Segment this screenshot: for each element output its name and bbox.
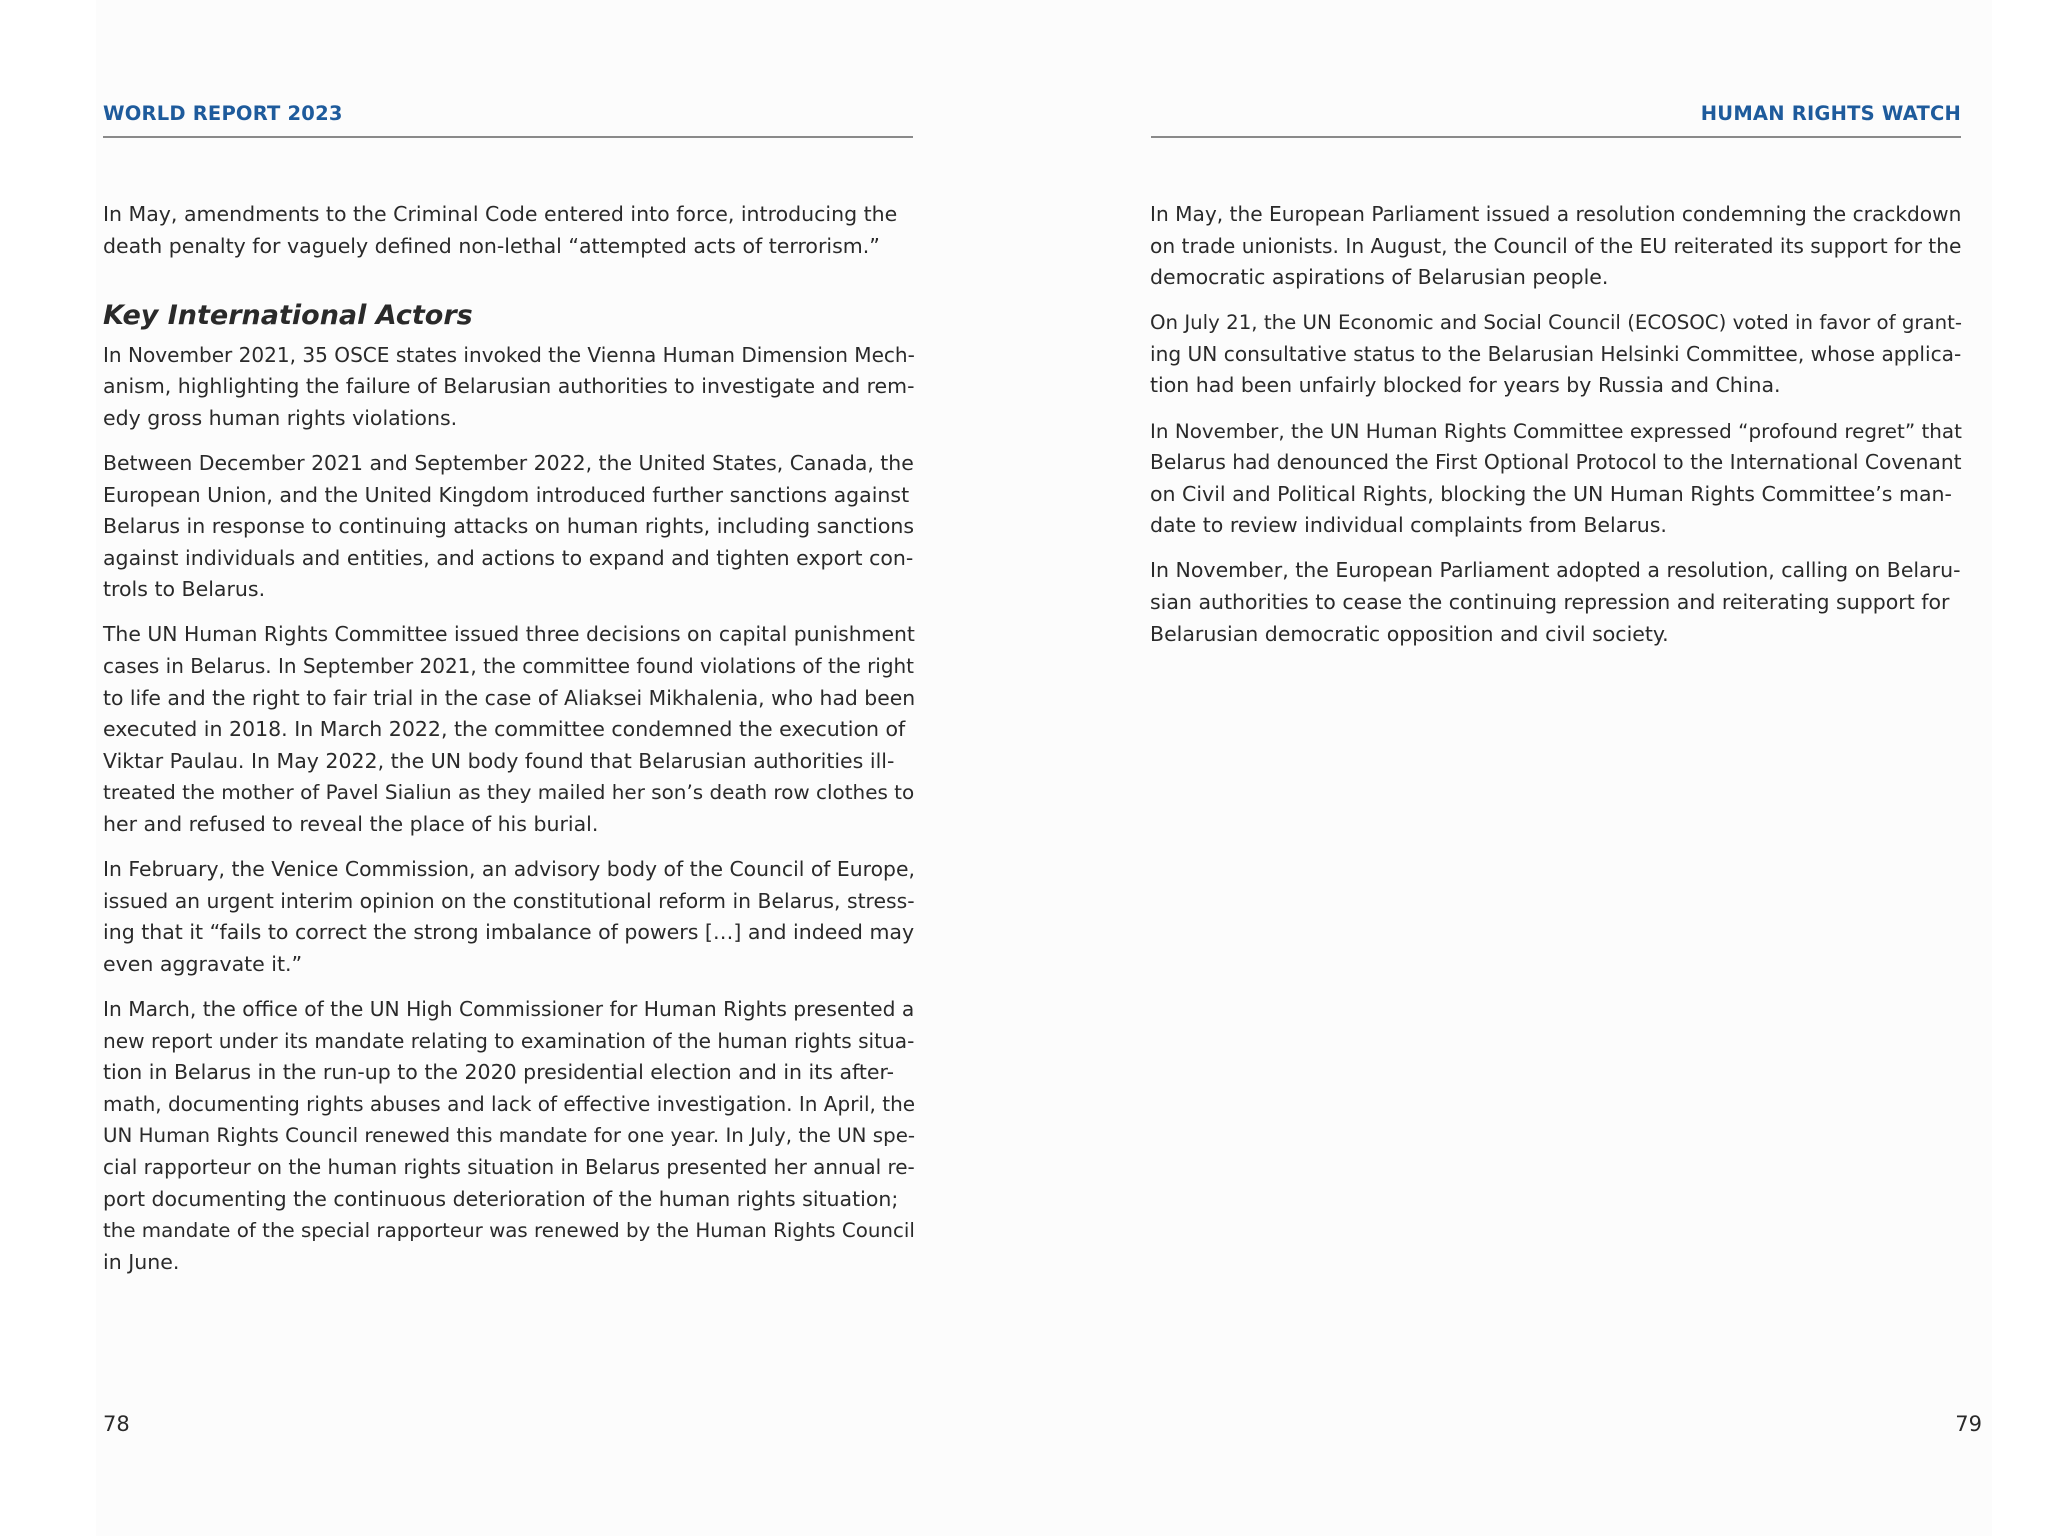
right-page [1024, 0, 2048, 1536]
text-line: sian authorities to cease the continuing repression and reiterating support for [1150, 590, 1950, 615]
paragraph [103, 854, 923, 980]
text-line: ing UN consultative status to the Belarusian Helsinki Committee, whose applica- [1150, 341, 1962, 366]
text-line: In May, the European Parliament issued a resolution condemning the crackdown [1150, 202, 1962, 226]
text-line: Belarusian democratic opposition and civil society. [1150, 621, 1669, 646]
text-line: In February, the Venice Commission, an advisory body of the Council of Europe, [103, 857, 915, 882]
paragraph [1150, 307, 1970, 402]
text-line: trols to Belarus. [103, 577, 266, 602]
paragraph [103, 199, 923, 262]
paragraph [1150, 555, 1970, 650]
paragraph [1150, 199, 1970, 294]
text-line: In November, the UN Human Rights Committee expressed “profound regret” that [1150, 419, 1962, 443]
text-line: tion in Belarus in the run-up to the 2020 presidential election and in its after- [103, 1060, 895, 1085]
page-number: 79 [1955, 1412, 1982, 1436]
text-line: to life and the right to fair trial in the case of Aliaksei Mikhalenia, who had been [103, 685, 916, 710]
section-heading: Key International Actors [103, 299, 473, 331]
text-line: European Union, and the United Kingdom introduced further sanctions against [103, 482, 910, 507]
text-line: Belarus in response to continuing attacks on human rights, including sanctions [103, 514, 915, 539]
text-line: cial rapporteur on the human rights situation in Belarus presented her annual re- [103, 1154, 915, 1179]
organization-name: HUMAN RIGHTS WATCH [1700, 102, 1961, 125]
paragraph [103, 619, 923, 840]
text-line: Belarus had denounced the First Optional Protocol to the International Covenant [1150, 450, 1962, 475]
text-line: Between December 2021 and September 2022, the United States, Canada, the [103, 450, 914, 475]
text-line: In November 2021, 35 OSCE states invoked the Vienna Human Dimension Mech- [103, 342, 915, 367]
paragraph [103, 994, 923, 1278]
text-line: her and refused to reveal the place of his burial. [103, 812, 599, 836]
text-line: in June. [103, 1249, 180, 1274]
text-line: cases in Belarus. In September 2021, the committee found violations of the right [103, 654, 914, 679]
page-number: 78 [103, 1412, 130, 1436]
text-line: even aggravate it.” [103, 951, 303, 976]
text-line: date to review individual complaints from Belarus. [1150, 513, 1667, 538]
text-line: UN Human Rights Council renewed this mandate for one year. In July, the UN spe- [103, 1124, 916, 1148]
text-line: executed in 2018. In March 2022, the committee condemned the execution of [103, 717, 906, 742]
text-line: math, documenting rights abuses and lack of effective investigation. In April, the [103, 1091, 916, 1116]
text-line: treated the mother of Pavel Sialiun as they mailed her son’s death row clothes to [103, 780, 915, 805]
text-line: tion had been unfairly blocked for years by Russia and China. [1150, 373, 1781, 398]
text-line: In November, the European Parliament adopted a resolution, calling on Belaru- [1150, 558, 1961, 583]
text-line: The UN Human Rights Committee issued three decisions on capital punishment [103, 622, 915, 647]
paragraph [103, 340, 923, 435]
text-line: ing that it “fails to correct the strong imbalance of powers […] and indeed may [103, 920, 915, 945]
text-line: anism, highlighting the failure of Belarusian authorities to investigate and rem- [103, 374, 915, 399]
text-line: In May, amendments to the Criminal Code entered into force, introducing the [103, 202, 898, 226]
running-head-right [1151, 98, 1961, 138]
text-line: death penalty for vaguely defined non-lethal “attempted acts of terrorism.” [103, 233, 880, 258]
report-title: WORLD REPORT 2023 [103, 102, 343, 125]
text-line: On July 21, the UN Economic and Social Council (ECOSOC) voted in favor of grant- [1150, 311, 1963, 335]
paragraph [1150, 416, 1970, 542]
text-line: the mandate of the special rapporteur was renewed by the Human Rights Council [103, 1219, 915, 1243]
right-body-text [1150, 199, 1970, 664]
text-line: port documenting the continuous deterioration of the human rights situation; [103, 1186, 899, 1211]
text-line: edy gross human rights violations. [103, 405, 458, 430]
text-line: Viktar Paulau. In May 2022, the UN body found that Belarusian authorities ill- [103, 748, 895, 773]
text-line: on trade unionists. In August, the Council of the EU reiterated its support for the [1150, 233, 1962, 258]
text-line: new report under its mandate relating to examination of the human rights situa- [103, 1028, 915, 1053]
text-line: on Civil and Political Rights, blocking the UN Human Rights Committee’s man- [1150, 481, 1952, 506]
paragraph [103, 448, 923, 606]
text-line: issued an urgent interim opinion on the constitutional reform in Belarus, stress- [103, 888, 915, 913]
running-head-left [103, 98, 913, 138]
text-line: against individuals and entities, and actions to expand and tighten export con- [103, 545, 914, 570]
text-line: democratic aspirations of Belarusian people. [1150, 265, 1609, 290]
text-line: In March, the office of the UN High Commissioner for Human Rights presented a [103, 996, 915, 1021]
left-body-text [103, 199, 923, 1292]
